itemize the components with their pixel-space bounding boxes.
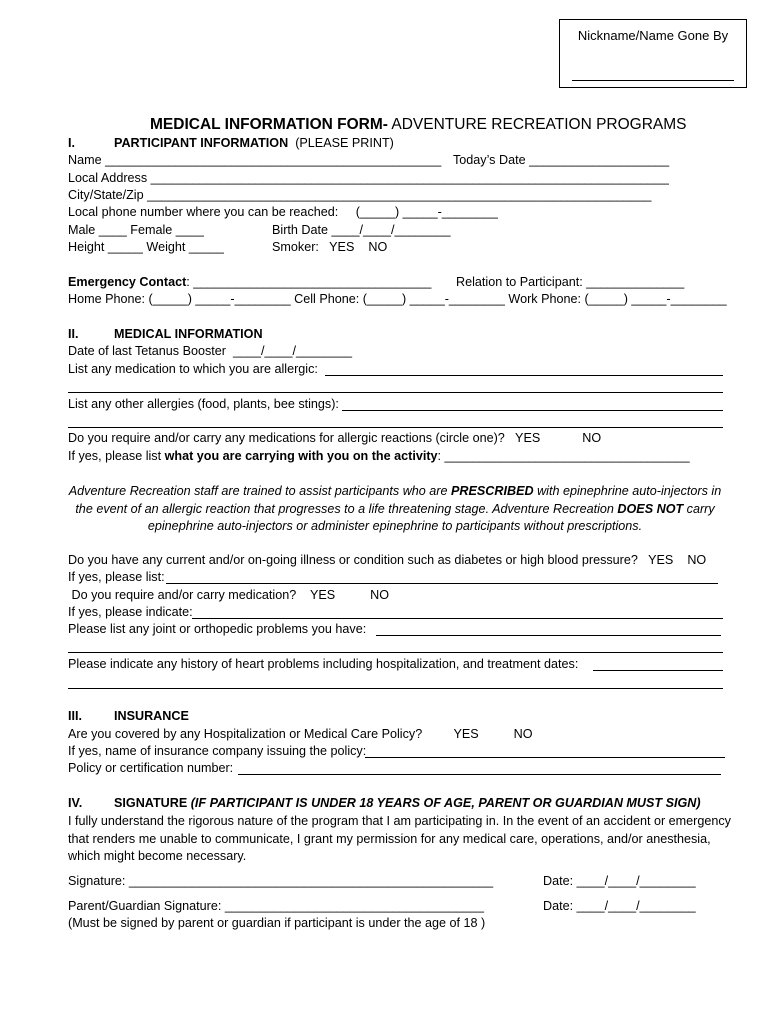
notice-run-1: PRESCRIBED [451,484,534,498]
male-female-field[interactable]: Male ____ Female ____ [68,223,204,237]
section-4-numeral: IV. [68,796,83,810]
section-4-heading-note: (IF PARTICIPANT IS UNDER 18 YEARS OF AGE, PARENT OR GUARDIAN MUST SIGN) [187,796,701,810]
joint-problems-line[interactable] [376,635,721,636]
guardian-note: (Must be signed by parent or guardian if participant is under the age of 18 ) [68,916,486,930]
nickname-label: Nickname/Name Gone By [577,28,729,43]
epinephrine-list-field[interactable] [68,449,690,464]
nickname-box [559,19,747,88]
notice-run-3: DOES NOT [617,501,684,516]
epinephrine-list-prefix: If yes, please list [68,449,165,463]
medication-question[interactable]: Do you require and/or carry medication? YES NO [68,588,390,602]
local-phone-field[interactable]: Local phone number where you can be reached: (_____) _____-________ [68,205,498,219]
section-1-numeral: I. [68,136,75,150]
todays-date-field[interactable]: Today’s Date ____________________ [453,153,670,167]
nickname-field-line[interactable] [572,80,734,81]
epinephrine-list-bold: what you are carrying with you on the activity [164,449,438,463]
birth-date-field[interactable]: Birth Date ____/____/________ [272,223,451,237]
section-2-numeral: II. [68,327,79,341]
notice-run-4: carry epinephrine auto-injectors or administer epinephrine to participants without prescriptions. [147,501,715,533]
heart-problems-line[interactable] [593,670,723,671]
allergic-medication-line-2[interactable] [68,392,723,393]
policy-number-line[interactable] [238,774,721,775]
other-allergies-line-2[interactable] [68,427,723,428]
section-3-numeral: III. [68,709,82,723]
joint-problems-label: Please list any joint or orthopedic problems you have: [68,622,367,636]
allergic-medication-label: List any medication to which you are allergic: [68,362,318,376]
signature-date-field[interactable]: Date: ____/____/________ [543,874,696,888]
emergency-contact-line[interactable]: : __________________________________ [186,275,432,289]
height-weight-field[interactable]: Height _____ Weight _____ [68,240,224,254]
form-title-main: MEDICAL INFORMATION FORM- [150,116,388,133]
section-1-heading-text: PARTICIPANT INFORMATION [114,136,289,150]
phones-field[interactable]: Home Phone: (_____) _____-________ Cell Phone: (_____) _____-________ Work Phone: (_____) _____-________ [68,292,727,306]
tetanus-field[interactable]: Date of last Tetanus Booster ____/____/________ [68,344,353,358]
heart-problems-label: Please indicate any history of heart problems including hospitalization, and treatment dates: [68,657,579,671]
illness-list-label: If yes, please list: [68,570,165,584]
emergency-contact-label: Emergency Contact [68,275,187,289]
medication-indicate-line[interactable] [192,618,723,619]
illness-question[interactable]: Do you have any current and/or on-going illness or condition such as diabetes or high blood pressure? YES NO [68,553,707,567]
section-4-heading-text: SIGNATURE [114,796,188,810]
section-3-heading: INSURANCE [114,709,189,723]
illness-list-line[interactable] [166,583,718,584]
section-1-heading [114,136,394,151]
section-4-heading [114,796,701,811]
relation-field[interactable]: Relation to Participant: ______________ [456,275,685,289]
policy-number-label: Policy or certification number: [68,761,234,775]
signature-field[interactable]: Signature: ____________________________________________________ [68,874,494,888]
form-title-sub: ADVENTURE RECREATION PROGRAMS [387,116,687,133]
consent-statement: I fully understand the rigorous nature of the program that I am participating in. In the event of an accident or emergency that renders me unable to communicate, I grant my permission for any medical care, operations, and/or anesthesia, which might become necessary. [68,814,731,863]
medication-indicate-label: If yes, please indicate: [68,605,193,619]
name-field[interactable]: Name ________________________________________________ [68,153,442,167]
section-2-heading: MEDICAL INFORMATION [114,327,263,341]
epinephrine-question[interactable]: Do you require and/or carry any medications for allergic reactions (circle one)? YES NO [68,431,602,445]
insurance-company-label: If yes, name of insurance company issuing the policy: [68,744,367,758]
insurance-covered-question[interactable]: Are you covered by any Hospitalization or Medical Care Policy? YES NO [68,727,533,741]
other-allergies-label: List any other allergies (food, plants, bee stings): [68,397,339,411]
joint-problems-line-2[interactable] [68,652,723,653]
emergency-contact-field[interactable] [68,275,431,290]
city-state-zip-field[interactable]: City/State/Zip ________________________________________________________________________ [68,188,652,202]
heart-problems-line-2[interactable] [68,688,723,689]
form-title [150,116,687,134]
other-allergies-line[interactable] [342,410,723,411]
notice-run-0: Adventure Recreation staff are trained to assist participants who are [68,484,451,498]
guardian-date-field[interactable]: Date: ____/____/________ [543,899,696,913]
epinephrine-list-line[interactable]: : ___________________________________ [437,449,690,463]
notice-run-2: with epinephrine auto-injectors in the event of an allergic reaction that progresses to a life threatening stage. Adventure Recreation [75,484,722,516]
epinephrine-notice [60,483,730,536]
smoker-field[interactable]: Smoker: YES NO [272,240,388,254]
section-1-heading-note: (PLEASE PRINT) [288,136,394,150]
allergic-medication-line[interactable] [325,375,723,376]
insurance-company-line[interactable] [365,757,725,758]
guardian-signature-field[interactable]: Parent/Guardian Signature: _____________________________________ [68,899,484,913]
local-address-field[interactable]: Local Address __________________________________________________________________________ [68,171,669,185]
